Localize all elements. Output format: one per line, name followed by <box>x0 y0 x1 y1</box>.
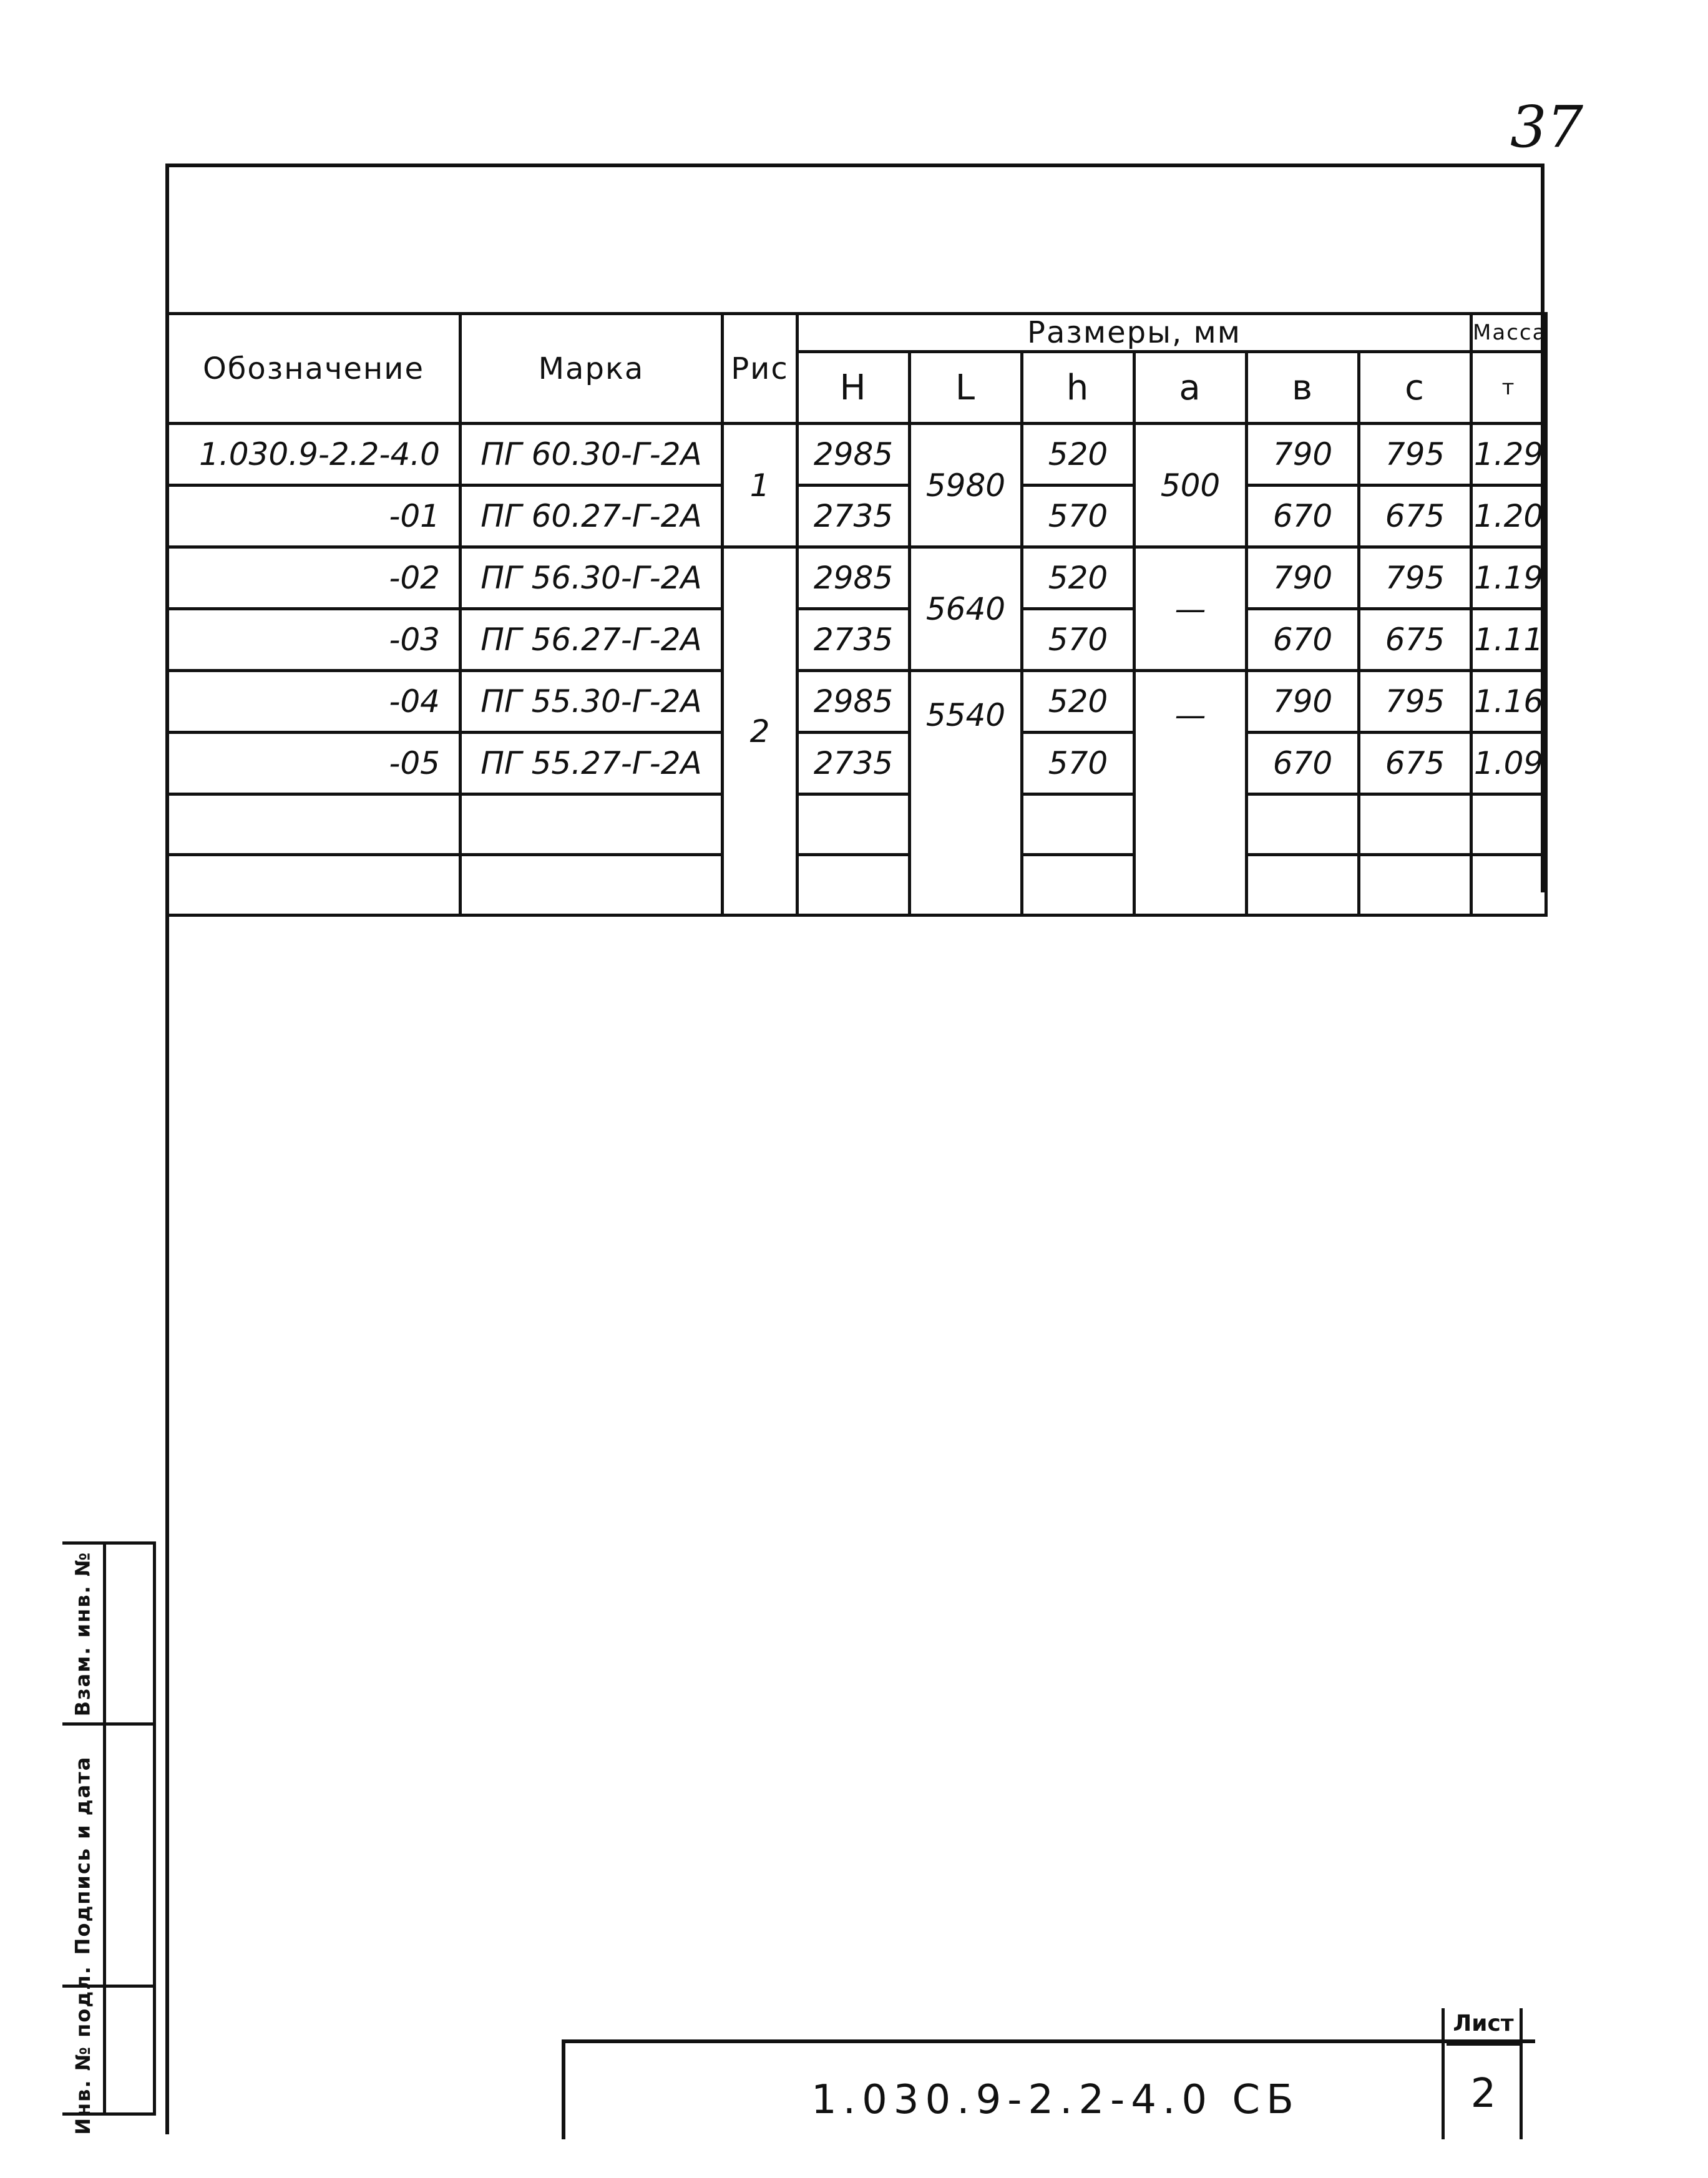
cell-designation: -03 <box>167 609 461 671</box>
cell-b: 790 <box>1247 424 1359 486</box>
cell-b: 670 <box>1247 609 1359 671</box>
table-row-empty <box>167 855 1546 916</box>
cell-mass: 1.09 <box>1471 733 1546 794</box>
cell-mark: ПГ 56.30-Г-2А <box>461 547 723 609</box>
cell-h: 520 <box>1022 547 1135 609</box>
cell-a: 500 <box>1135 424 1247 547</box>
cell-L: 5980 <box>910 424 1022 547</box>
empty-cell <box>167 794 461 855</box>
cell-designation: -02 <box>167 547 461 609</box>
cell-mass: 1.16 <box>1471 671 1546 733</box>
cell-a: — <box>1135 671 1247 916</box>
page-number: 37 <box>1510 94 1584 160</box>
table-row-empty <box>167 794 1546 855</box>
cell-H: 2985 <box>798 424 910 486</box>
header-dimensions: Размеры, мм <box>798 314 1471 352</box>
cell-designation: -05 <box>167 733 461 794</box>
table-row <box>167 547 1546 609</box>
header-mark: Марка <box>461 314 723 424</box>
table-row <box>167 609 1546 671</box>
stamp-label-inv-original: Инв. № подл. <box>71 1965 95 2135</box>
cell-figure: 1 <box>723 424 798 547</box>
cell-H: 2735 <box>798 733 910 794</box>
document-code: 1.030.9-2.2-4.0 СБ <box>811 2077 1300 2123</box>
specification-table <box>165 312 1548 917</box>
stamp-label-signature-date: Подпись и дата <box>71 1756 95 1955</box>
header-dim-H: Н <box>798 352 910 424</box>
table-row <box>167 424 1546 486</box>
cell-mark: ПГ 60.30-Г-2А <box>461 424 723 486</box>
empty-cell <box>1471 794 1546 855</box>
empty-cell <box>1247 794 1359 855</box>
cell-h: 520 <box>1022 424 1135 486</box>
cell-b: 670 <box>1247 486 1359 547</box>
cell-L: 5640 <box>910 547 1022 671</box>
empty-cell <box>798 794 910 855</box>
cell-mass: 1.29 <box>1471 424 1546 486</box>
empty-cell <box>167 855 461 916</box>
cell-mark: ПГ 60.27-Г-2А <box>461 486 723 547</box>
header-dim-h: h <box>1022 352 1135 424</box>
table-row <box>167 486 1546 547</box>
sheet-number: 2 <box>1470 2071 1496 2117</box>
cell-c: 675 <box>1359 609 1471 671</box>
cell-mass: 1.19 <box>1471 547 1546 609</box>
cell-c: 675 <box>1359 733 1471 794</box>
frame-top-band <box>165 164 1545 313</box>
header-dim-a: a <box>1135 352 1247 424</box>
empty-cell <box>461 855 723 916</box>
empty-cell <box>798 855 910 916</box>
header-dim-b: в <box>1247 352 1359 424</box>
empty-cell <box>461 794 723 855</box>
cell-mass: 1.20 <box>1471 486 1546 547</box>
cell-b: 790 <box>1247 547 1359 609</box>
cell-mark: ПГ 55.27-Г-2А <box>461 733 723 794</box>
header-designation: Обозначение <box>167 314 461 424</box>
stamp-cell-inv-original <box>62 1965 156 2135</box>
stamp-label-inv-replace: Взам. инв. № <box>71 1551 95 1716</box>
cell-a: — <box>1135 547 1247 671</box>
header-dim-L: L <box>910 352 1022 424</box>
header-mass: Масса <box>1471 314 1546 352</box>
empty-cell <box>1471 855 1546 916</box>
cell-c: 795 <box>1359 547 1471 609</box>
empty-cell <box>1022 855 1135 916</box>
cell-b: 670 <box>1247 733 1359 794</box>
cell-c: 795 <box>1359 671 1471 733</box>
cell-mark: ПГ 56.27-Г-2А <box>461 609 723 671</box>
empty-cell <box>1247 855 1359 916</box>
header-mass-unit: т <box>1471 352 1546 424</box>
cell-figure: 2 <box>723 547 798 916</box>
table-row <box>167 671 1546 733</box>
cell-designation: -04 <box>167 671 461 733</box>
cell-c: 675 <box>1359 486 1471 547</box>
cell-b: 790 <box>1247 671 1359 733</box>
stamp-cell-inv-replace <box>62 1545 156 1726</box>
header-dim-c: с <box>1359 352 1471 424</box>
cell-H: 2735 <box>798 609 910 671</box>
cell-H: 2985 <box>798 671 910 733</box>
header-figure: Рис <box>723 314 798 424</box>
cell-h: 520 <box>1022 671 1135 733</box>
cell-H: 2735 <box>798 486 910 547</box>
cell-h: 570 <box>1022 486 1135 547</box>
side-stamp-strip <box>62 1541 156 2135</box>
empty-cell <box>1359 855 1471 916</box>
cell-designation: -01 <box>167 486 461 547</box>
cell-c: 795 <box>1359 424 1471 486</box>
cell-h: 570 <box>1022 733 1135 794</box>
empty-cell <box>1359 794 1471 855</box>
cell-h: 570 <box>1022 609 1135 671</box>
cell-L: 5540 <box>910 671 1022 916</box>
cell-mark: ПГ 55.30-Г-2А <box>461 671 723 733</box>
cell-designation: 1.030.9-2.2-4.0 <box>167 424 461 486</box>
sheet-label: Лист <box>1447 2011 1520 2046</box>
empty-cell <box>1022 794 1135 855</box>
stamp-cell-signature-date <box>62 1726 156 1988</box>
cell-mass: 1.11 <box>1471 609 1546 671</box>
table-row <box>167 733 1546 794</box>
cell-H: 2985 <box>798 547 910 609</box>
